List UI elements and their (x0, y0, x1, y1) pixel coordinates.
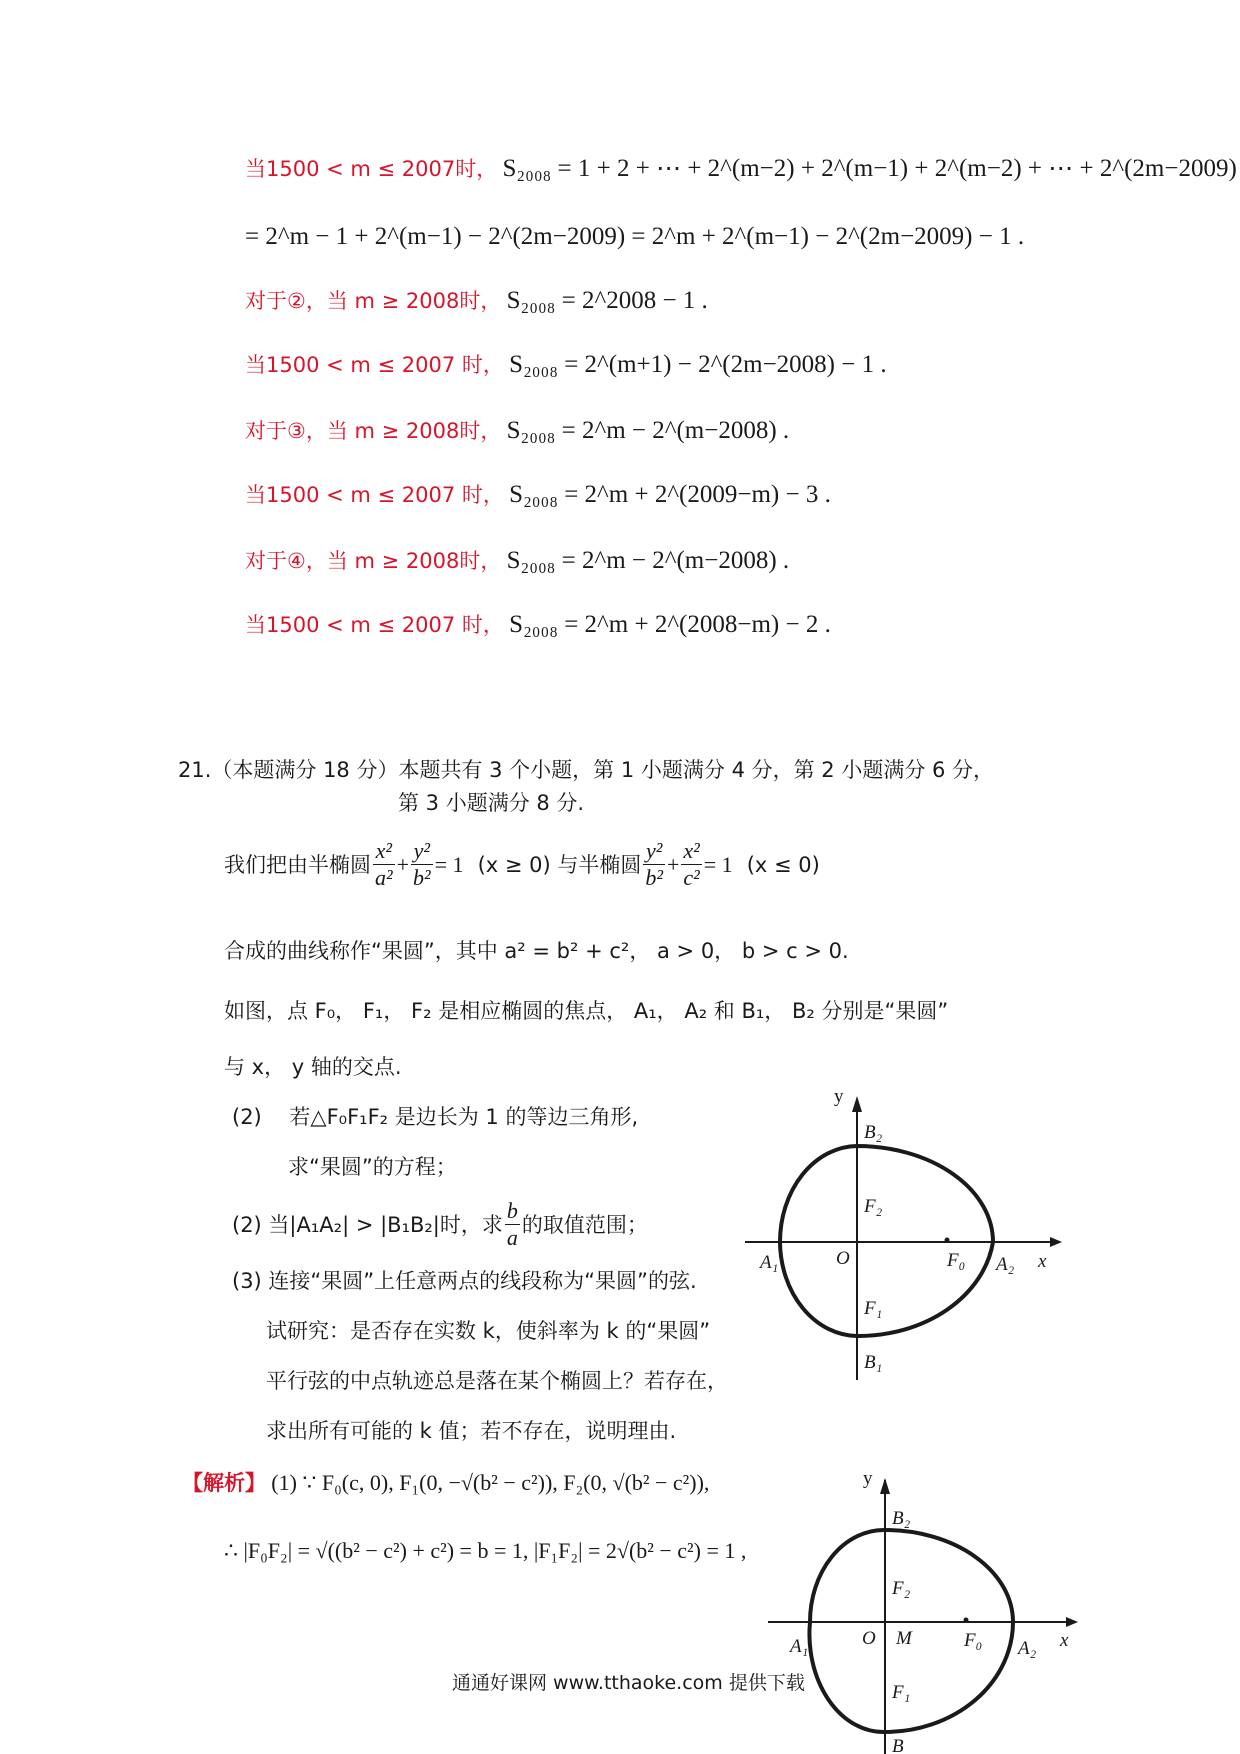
plus-sign-1: + (396, 851, 410, 877)
line-8-expr: S₂₀₀₈ = 2^m + 2^(2008−m) − 2 . (509, 611, 831, 638)
label-o: O (836, 1248, 850, 1269)
solution-s1: (1) ∵ F₀(c, 0), F₁(0, −√(b² − c²)), F₂(0, √(b² − c²)), (271, 1470, 710, 1495)
line-2-expr: = 2^m − 1 + 2^(m−1) − 2^(2m−2009) = 2^m + 2^(m−1) − 2^(2m−2009) − 1 . (245, 223, 1025, 250)
x-axis-arrow-icon-2 (1066, 1617, 1078, 1627)
line-4-expr: S₂₀₀₈ = 2^(m+1) − 2^(2m−2008) − 1 . (509, 351, 887, 378)
label-f0: F₀ (947, 1250, 966, 1271)
label-m-2: M (896, 1628, 912, 1649)
question-2 (232, 1198, 648, 1251)
line-6-prefix: 当1500 < m ≤ 2007 时， (245, 483, 504, 507)
label-b1-2: B (892, 1736, 904, 1754)
line-3 (245, 286, 708, 316)
axes (745, 1096, 1062, 1380)
line-4-prefix: 当1500 < m ≤ 2007 时， (245, 353, 504, 377)
label-a1: A₁ (760, 1252, 779, 1273)
label-b2: B₂ (864, 1122, 883, 1143)
problem-header: 21.（本题满分 18 分）本题共有 3 个小题，第 1 小题满分 4 分，第 2 小题满分 6 分， (178, 758, 995, 782)
problem-p3: 如图，点 F₀， F₁， F₂ 是相应椭圆的焦点， A₁， A₂ 和 B₁， B₂ 分别是“果圆” (224, 999, 949, 1023)
line-3-prefix: 对于②，当 m ≥ 2008时， (245, 289, 502, 313)
line-7-prefix: 对于④，当 m ≥ 2008时， (245, 549, 502, 573)
frac-x2-c2: $\frac{\text{x²}}{\text{c²}}$ (683, 838, 700, 890)
label-f1-2: F₁ (892, 1682, 911, 1703)
intro-text-b: (x ≥ 0) 与半椭圆 (477, 852, 642, 877)
fruit-circle-figure-2 (760, 1468, 1090, 1754)
solution-tag: 【解析】 (182, 1471, 266, 1495)
problem-header-cont: 第 3 小题满分 8 分. (398, 791, 585, 815)
question-3a: (3) 连接“果圆”上任意两点的线段称为“果圆”的弦. (232, 1269, 697, 1293)
equals-one-2: = 1 (703, 851, 733, 877)
line-8-prefix: 当1500 < m ≤ 2007 时， (245, 613, 504, 637)
fruit-circle-figure-1 (740, 1090, 1070, 1380)
question-3b: 试研究：是否存在实数 k，使斜率为 k 的“果圆” (266, 1319, 711, 1343)
label-b2-2: B₂ (892, 1508, 911, 1529)
line-1-expr: S₂₀₀₈ = 1 + 2 + ⋯ + 2^(m−2) + 2^(m−1) + 2^(m−2) + ⋯ + 2^(2m−2009) (502, 155, 1237, 182)
label-f2-2: F₂ (892, 1578, 911, 1599)
y-axis-arrow-icon (852, 1096, 862, 1112)
question-3c: 平行弦的中点轨迹总是落在某个椭圆上？若存在， (266, 1369, 728, 1393)
frac-y2-b2-second: $\frac{\text{y²}}{\text{b²}}$ (645, 838, 663, 890)
line-3-expr: S₂₀₀₈ = 2^2008 − 1 . (506, 287, 708, 314)
focus-f0-dot-2 (964, 1618, 969, 1623)
label-a2: A₂ (996, 1254, 1015, 1275)
label-x: x (1038, 1251, 1047, 1272)
line-8 (245, 610, 831, 640)
question-2a: (2) 当|A₁A₂| > |B₁B₂|时，求 (232, 1212, 503, 1237)
solution-line-2 (224, 1536, 746, 1566)
question-1a: (2) 若△F₀F₁F₂ 是边长为 1 的等边三角形, (232, 1105, 639, 1129)
line-7-expr: S₂₀₀₈ = 2^m − 2^(m−2008) . (506, 547, 790, 574)
line-5 (245, 416, 789, 446)
question-2b: 的取值范围； (521, 1212, 648, 1237)
frac-b-a: $\frac{b}{a}$ (506, 1198, 518, 1250)
line-2 (245, 222, 1024, 252)
frac-x2-a2: $\frac{\text{x²}}{\text{a²}}$ (375, 838, 393, 890)
label-x-2: x (1060, 1630, 1069, 1651)
axes-2 (768, 1478, 1078, 1754)
solution-line-1 (182, 1468, 709, 1498)
problem-p4: 与 x， y 轴的交点. (224, 1055, 402, 1079)
label-y: y (834, 1090, 844, 1107)
solution-s2: ∴ |F₀F₂| = √((b² − c²) + c²) = b = 1, |F₁F₂| = 2√(b² − c²) = 1 , (224, 1538, 747, 1563)
x-axis-arrow-icon (1050, 1237, 1062, 1247)
intro-text-c: (x ≤ 0) (746, 852, 820, 877)
focus-f0-dot (945, 1238, 950, 1243)
label-f0-2: F₀ (964, 1630, 983, 1651)
label-b1: B₁ (864, 1352, 883, 1373)
line-4 (245, 350, 887, 380)
footer-source: 通通好课网 www.tthaoke.com 提供下载 (452, 1672, 805, 1694)
line-1-prefix: 当1500 < m ≤ 2007时， (245, 157, 498, 181)
question-1b: 求“果圆”的方程； (288, 1155, 457, 1179)
line-7 (245, 546, 789, 576)
label-a2-2: A₂ (1018, 1638, 1037, 1659)
line-6 (245, 480, 831, 510)
plus-sign-2: + (666, 851, 680, 877)
label-f1: F₁ (864, 1298, 883, 1319)
label-a1-2: A₁ (790, 1636, 809, 1657)
label-y-2: y (863, 1468, 873, 1489)
line-1 (245, 154, 1237, 184)
frac-y2-b2: $\frac{\text{y²}}{\text{b²}}$ (413, 838, 431, 890)
line-5-expr: S₂₀₀₈ = 2^m − 2^(m−2008) . (506, 417, 790, 444)
equals-one-1: = 1 (434, 851, 464, 877)
question-3d: 求出所有可能的 k 值；若不存在，说明理由. (266, 1419, 677, 1443)
problem-intro (224, 838, 820, 891)
problem-p2: 合成的曲线称作“果圆”，其中 a² = b² + c²， a > 0， b > c > 0. (224, 939, 849, 963)
intro-text-a: 我们把由半椭圆 (224, 852, 371, 877)
line-6-expr: S₂₀₀₈ = 2^m + 2^(2009−m) − 3 . (509, 481, 831, 508)
label-o-2: O (862, 1628, 876, 1649)
y-axis-arrow-icon-2 (880, 1478, 890, 1494)
label-f2: F₂ (864, 1196, 883, 1217)
line-5-prefix: 对于③，当 m ≥ 2008时， (245, 419, 502, 443)
